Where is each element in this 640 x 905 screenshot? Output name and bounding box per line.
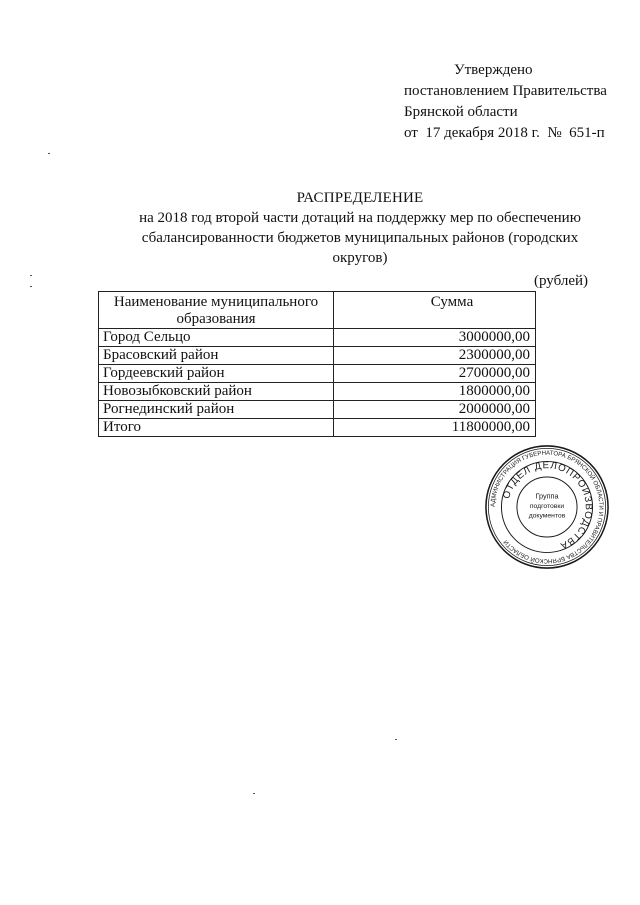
row-sum: 3000000,00 <box>334 329 536 347</box>
stamp-center-line: подготовки <box>529 502 565 510</box>
table-row <box>99 347 536 365</box>
row-name: Гордеевский район <box>99 365 334 383</box>
table-row <box>99 329 536 347</box>
official-stamp <box>484 444 610 570</box>
title-line: сбалансированности бюджетов муниципальных районов (городских <box>141 230 579 246</box>
header-name-line: Наименование муниципального <box>113 294 319 310</box>
scan-speck <box>253 793 255 794</box>
approval-line: Брянской области <box>404 104 518 120</box>
table-row <box>99 365 536 383</box>
row-sum: 2300000,00 <box>334 347 536 365</box>
table-header-row <box>99 292 536 329</box>
header-sum-cell: Сумма <box>334 292 536 329</box>
row-sum: 2000000,00 <box>334 401 536 419</box>
approval-block <box>404 60 607 144</box>
scan-speck <box>30 286 32 287</box>
document-title <box>80 188 640 268</box>
scan-speck <box>395 739 397 740</box>
approval-line: постановлением Правительства <box>404 83 607 99</box>
unit-label: (рублей) <box>534 273 589 289</box>
row-sum: 11800000,00 <box>334 419 536 437</box>
table-row-total <box>99 419 536 437</box>
row-name: Рогнединский район <box>99 401 334 419</box>
stamp-inner-text: ОТДЕЛ ДЕЛОПРОИЗВОДСТВА <box>501 460 594 552</box>
row-name: Новозыбковский район <box>99 383 334 401</box>
scan-speck <box>30 275 32 276</box>
table-row <box>99 401 536 419</box>
header-name-line: образования <box>176 311 256 327</box>
stamp-outer-text: АДМИНИСТРАЦИЯ ГУБЕРНАТОРА БРЯНСКОЙ ОБЛАСТИ И ПРАВИТЕЛЬСТВА БРЯНСКОЙ ОБЛАСТИ <box>489 449 605 565</box>
row-name: Город Сельцо <box>99 329 334 347</box>
approval-date-number: от 17 декабря 2018 г. № 651-п <box>404 125 605 141</box>
row-name: Брасовский район <box>99 347 334 365</box>
row-sum: 1800000,00 <box>334 383 536 401</box>
header-name-cell <box>99 292 334 329</box>
table-row <box>99 383 536 401</box>
title-line: округов) <box>332 250 388 266</box>
title-line: на 2018 год второй части дотаций на поддержку мер по обеспечению <box>139 210 581 226</box>
row-sum: 2700000,00 <box>334 365 536 383</box>
stamp-center-line: Группа <box>535 491 559 501</box>
row-name: Итого <box>99 419 334 437</box>
title-heading: РАСПРЕДЕЛЕНИЕ <box>296 190 424 206</box>
distribution-table <box>98 291 536 437</box>
scan-speck <box>48 153 50 154</box>
approval-line: Утверждено <box>454 62 533 78</box>
stamp-center-line: документов <box>528 512 566 520</box>
